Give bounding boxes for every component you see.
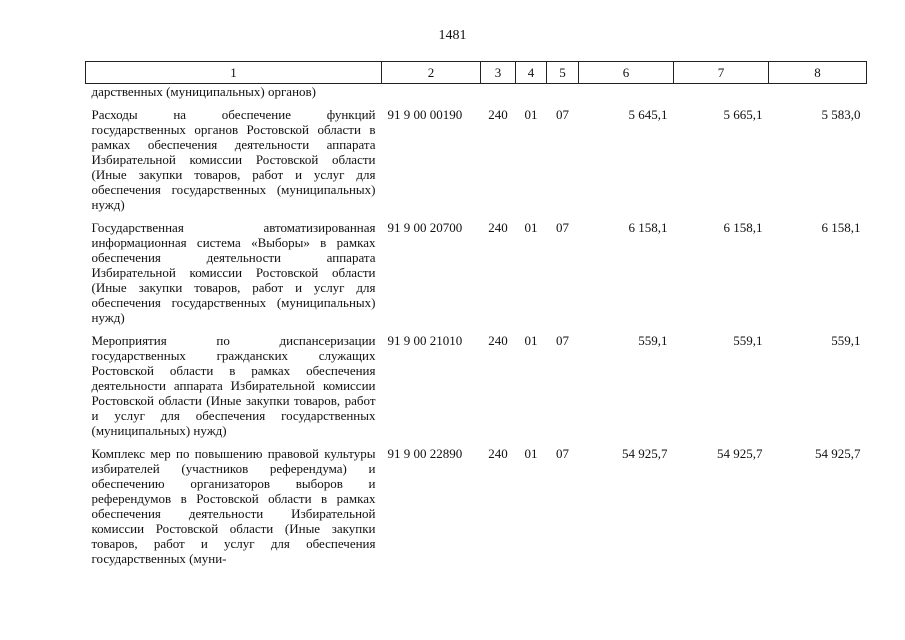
row-value-8: 6 158,1 — [821, 220, 861, 235]
column-header-8: 8 — [769, 62, 867, 84]
row-value-7: 54 925,7 — [717, 446, 763, 461]
row-value-6: 54 925,7 — [622, 446, 668, 461]
row-description: Комплекс мер по повышению правовой культуры избирателей (участников референдума) и обеспечению организаторов выборов и референдумов в Ростовской области в рамках обеспечения деятельности Избирательной комиссии Ростовской области (Иные закупки товаров, работ и услуг для обеспечения государственных (муни- — [91, 446, 376, 566]
column-header-6: 6 — [579, 62, 674, 84]
column-header-2: 2 — [382, 62, 481, 84]
row-value-6: 559,1 — [638, 333, 668, 348]
table-header-row — [86, 62, 867, 84]
row-subsection: 07 — [556, 446, 569, 461]
table-row — [86, 107, 867, 220]
continuation-text: дарственных (муниципальных) органов) — [91, 84, 317, 99]
column-header-4: 4 — [516, 62, 547, 84]
table-row — [86, 446, 867, 574]
table-row — [86, 333, 867, 446]
row-value-7: 5 665,1 — [723, 107, 763, 122]
row-value-6: 6 158,1 — [628, 220, 668, 235]
row-code: 91 9 00 00190 — [387, 107, 463, 122]
row-value-7: 6 158,1 — [723, 220, 763, 235]
table-row — [86, 220, 867, 333]
row-section: 01 — [524, 446, 538, 461]
row-description: Расходы на обеспечение функций государственных органов Ростовской области в рамках обеспечения деятельности аппарата Избирательной комиссии Ростовской области (Иные закупки товаров, работ и услуг для обеспечения государственных (муниципальных) нужд) — [91, 107, 376, 212]
row-value-8: 54 925,7 — [815, 446, 861, 461]
row-value-6: 5 645,1 — [628, 107, 668, 122]
row-section: 01 — [524, 107, 538, 122]
row-subsection: 07 — [556, 107, 569, 122]
budget-table — [85, 61, 867, 574]
row-description: Мероприятия по диспансеризации государственных гражданских служащих Ростовской области в рамках обеспечения деятельности аппарата Избирательной комиссии Ростовской области (Иные закупки товаров, работ и услуг для обеспечения государственных (муниципальных) нужд) — [91, 333, 376, 438]
row-value-8: 5 583,0 — [821, 107, 861, 122]
row-subsection: 07 — [556, 220, 569, 235]
column-header-1: 1 — [86, 62, 382, 84]
row-section: 01 — [524, 333, 538, 348]
row-expense-type: 240 — [488, 220, 508, 235]
row-code: 91 9 00 22890 — [387, 446, 463, 461]
row-value-8: 559,1 — [831, 333, 861, 348]
column-header-3: 3 — [481, 62, 516, 84]
row-subsection: 07 — [556, 333, 569, 348]
row-expense-type: 240 — [488, 107, 508, 122]
row-expense-type: 240 — [488, 446, 508, 461]
row-value-7: 559,1 — [733, 333, 763, 348]
row-code: 91 9 00 21010 — [387, 333, 463, 348]
row-section: 01 — [524, 220, 538, 235]
column-header-5: 5 — [547, 62, 579, 84]
row-code: 91 9 00 20700 — [387, 220, 463, 235]
table-row-continuation — [86, 84, 867, 108]
column-header-7: 7 — [674, 62, 769, 84]
row-description: Государственная автоматизированная информационная система «Выборы» в рамках обеспечения деятельности аппарата Избирательной комиссии Ростовской области (Иные закупки товаров, работ и услуг для обеспечения государственных (муниципальных) нужд) — [91, 220, 376, 325]
row-expense-type: 240 — [488, 333, 508, 348]
page-number: 1481 — [438, 28, 467, 43]
